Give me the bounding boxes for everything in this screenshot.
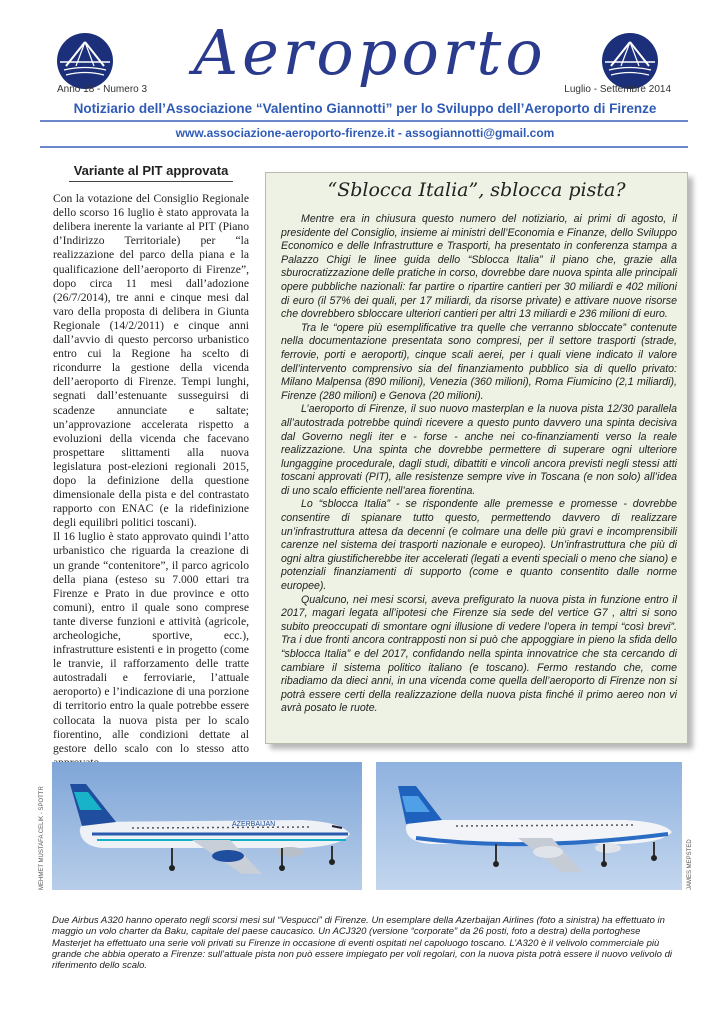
photo-credit: JAMES MEPSTED bbox=[687, 839, 693, 890]
boxed-paragraph: L’aeroporto di Firenze, il suo nuovo masterplan e la nuova pista 12/30 parallela all’autostrada potrebbe quindi ricevere a questo punto davvero una spinta decisiva dal Governo negli iter e - forse - anche nei co-finanziamenti verso la reale realizzazione. Una spinta che dovrebbe permettere di superare ogni ulteriore lungaggine procedurale, dagli studi, dibattiti e vincoli ancora previsti negli stessi atti toscani approvati (PIT), alle resistenze sempre vive in Toscana (e non solo) all’idea di uno scalo efficiente nell’area fiorentina. bbox=[281, 403, 677, 497]
article-paragraph: Con la votazione del Consiglio Regionale dello scorso 16 luglio è stato approvata la delibera inerente la variante al PIT (Piano d’Indirizzo Territoriale) per “la realizzazione del parco della piana e la qualificazione dell’aeroporto di Firenze”, dopo circa 11 mesi dall’adozione (26/7/2014), tre anni e cinque mesi dal varo della proposta di delibera in Giunta Regionale (14/2/2011) e cinque anni dall’avvio di questo percorso urbanistico entro cui la Regione ha scelto di ricondurre la gestione della vicenda dell’aeroporto di Firenze. Tempi lunghi, segnati dall’estenuante susseguirsi di scadenze annunciate e saltate; un’approvazione accelerata rispetto a evoluzioni della vicenda che facevano prospettare slittamenti alla nuova legislatura post-elezioni regionali 2015, dopo la definizione della questione dimensionale della pista e del contrastato rapporto con ENAC (e la ridefinizione degli equilibri politici toscani). bbox=[53, 192, 249, 530]
header-divider bbox=[40, 120, 688, 122]
boxed-paragraph: Tra le “opere più esemplificative tra quelle che verranno sbloccate” contenute nella documentazione presentata sono compresi, per il settore trasporti (strade, ferrovie, porti e aeroporti), cinque scali aerei, per i quali viene indicato il valore dell’intervento comprensivo sia del finanziamento pubblico sia di quello privato: Milano Malpensa (890 milioni), Venezia (360 milioni), Roma Fiumicino (2,1 miliardi), Firenze (280 milioni) e Genova (20 milioni). bbox=[281, 321, 677, 402]
azerbaijan-airbus-photo bbox=[52, 762, 362, 890]
website-email[interactable]: www.associazione-aeroporto-firenze.it - assogiannotti@gmail.com bbox=[175, 126, 555, 140]
masthead-title: Aeroporto bbox=[193, 16, 547, 89]
boxed-article bbox=[265, 172, 688, 744]
association-logo-icon bbox=[56, 32, 114, 90]
boxed-article-title: “Sblocca Italia”, sblocca pista? bbox=[327, 179, 626, 201]
boxed-paragraph: Lo “sblocca Italia” - se rispondente alle premesse e promesse - dovrebbe consentire di spianare tutto questo, permettendo davvero di realizzare un’infrastruttura attesa da decenni (e colmare una delle più gravi e incomprensibili carenze nel sistema dei trasporti nazionale e europeo). Un’infrastruttura che più di ogni altra giustificherebbe iter accelerati (legati a eventi speciali o meno che siano) e potenziali finanziamenti di supporto (come e quanto consentito dalle norme europee). bbox=[281, 498, 677, 593]
newsletter-subtitle: Notiziario dell’Associazione “Valentino Giannotti” per lo Sviluppo dell’Aeroporto di Firenze bbox=[73, 101, 657, 116]
photo-credit: MEHMET MUSTAFA CELIK - SPOTTR bbox=[39, 786, 45, 890]
article-paragraph: Il 16 luglio è stato approvato quindi l’atto urbanistico che riguarda la creazione di un grande “contenitore”, il parco agricolo della piana (esteso su 7.000 ettari tra Firenze e Prato in due province e otto comuni), entro il quale sono comprese tante diverse funzioni e attività (agricole, archeologiche, sportive, ecc.), infrastrutture esistenti e in progetto (come le tranvie, il rafforzamento delle tratte autostradali e ferroviarie, l’attuale aeroporto) e l’indicazione di una porzione di territorio entro la quale potrebbe essere collocata la nuova pista per lo scalo fiorentino, alle condizioni dettate al gestore dello scalo con lo stesso atto bbox=[53, 530, 249, 755]
airline-livery-text: AZERBAIJAN bbox=[232, 821, 276, 828]
issue-date: Luglio - Settembre 2014 bbox=[564, 84, 671, 95]
association-logo-icon bbox=[601, 32, 659, 90]
boxed-article-body bbox=[281, 213, 677, 716]
issue-number: Anno 18 - Numero 3 bbox=[57, 84, 148, 95]
boxed-paragraph: Qualcuno, nei mesi scorsi, aveva prefigurato la nuova pista in funzione entro il 2017, magari legata all’ipotesi che Firenze sia sede del vertice G7 , altri si sono subito preoccupati di smontare ogni illusione di vedere l’opera in tempi “così brevi”. Tra i due fronti ancora contrapposti non si può che appoggiare in pieno la sfida dello “sblocca Italia” e del 2017, confidando nella spinta innovatrice che sta cercando di cambiare il sistema politico italiano (e toscano). Fermo restando che, come ribadiamo da dieci anni, in una vicenda come quella dell’aeroporto di Firenze non si potrà essere certi della realizzazione della nuova pista finché il primo aereo non vi avrà posato le ruote. bbox=[281, 593, 677, 715]
masterjet-airbus-photo bbox=[376, 762, 682, 890]
header-divider bbox=[40, 146, 688, 148]
section-title: Variante al PIT approvata bbox=[69, 164, 233, 182]
boxed-paragraph: Mentre era in chiusura questo numero del notiziario, ai primi di agosto, il presidente del Consiglio, insieme ai ministri dell’Economia e Finanze, dello Sviluppo Economico e delle Infrastrutture e Trasporti, ha presentato in conferenza stampa a Palazzo Chigi le linee guida dello “Sblocca Italia” il piano che, grazie alla sburocratizzazione delle pratiche in corso, dovrebbe dare nuova spinta alle principali opere pubbliche nazionali: far partire o ripartire cantieri per 30 miliardi e 402 milioni di euro (il 57% dei quali, per 17 miliardi, da risorse private) e attivare nuove risorse che dovrebbero sbloccare ulteriori cantieri per altri 13 miliardi e 236 milioni di euro. bbox=[281, 213, 677, 321]
photo-caption: Due Airbus A320 hanno operato negli scorsi mesi sul “Vespucci” di Firenze. Un esemplare della Azerbaijan Airlines (foto a sinistra) ha effettuato in maggio un volo charter da Baku, capitale del paese caucasico. Un ACJ320 (versione “corporate” da 26 posti, foto a destra) della portoghese Masterjet ha effettuato una serie voli privati su Firenze in occasione di eventi ospitati nel capoluogo toscano. L’A320 è il velivolo commerciale più grande che abbia operato a Firenze: sull’attuale pista non può essere impiegato per voli regolari, con la nuova pista potrà essere il nuovo velivolo di riferimento dello scalo. bbox=[52, 915, 672, 972]
